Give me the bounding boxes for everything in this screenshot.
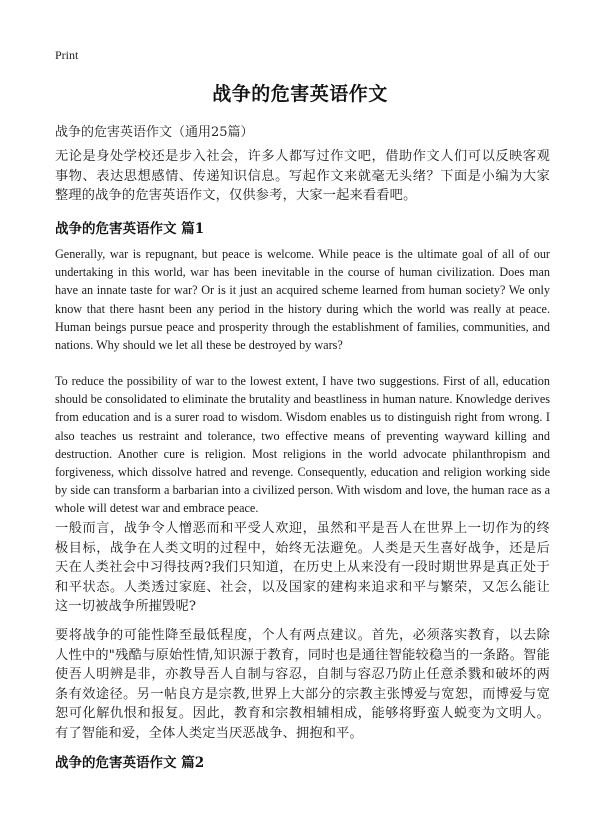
document-title: 战争的危害英语作文 xyxy=(212,83,388,105)
section2-heading: 战争的危害英语作文 篇2 xyxy=(55,755,205,771)
chinese-paragraph-1: 一般而言，战争令人憎恶而和平受人欢迎，虽然和平是吾人在世界上一切作为的终极目标，战争在人类文明的过程中，始终无法避免。人类是天生喜好战争，还是后天在人类社会中习得技两?我们只知道，在历史上从来没有一段时期世界是真正处于和平状态。人类透过家庭、社会，以及国家的建构来追求和平与繁荣，又怎么能让这一切被战争所摧毁呢? xyxy=(55,521,550,614)
chinese-paragraph-2: 要将战争的可能性降至最低程度，个人有两点建议。首先，必须落实教育，以去除人性中的"残酷与原始性情,知识源于教育，同时也是通往智能较稳当的一条路。智能使吾人明辨是非，亦教导吾人自制与容忍，自制与容忍乃防止任意杀戮和破坏的两条有效途径。另一帖良方是宗教,世界上大部分的宗教主张博爱与宽恕，而博爱与宽恕可化解仇恨和报复。因此，教育和宗教相辅相成，能够将野蛮人蜕变为文明人。有了智能和爱，全体人类定当厌恶战争、拥抱和平。 xyxy=(55,628,550,741)
english-paragraph-2: To reduce the possibility of war to the lowest extent, I have two suggestions. First of all, education should be consolidated to eliminate the brutality and beastliness in human nature. Knowledge derives from education and is a surer road to wisdom. Wisdom enables us to distinguish right from wrong. I also teaches us restraint and tolerance, two effective means of preventing wayward killing and destruction. Another cure is religion. Most religions in the world advocate philanthropism and forgiveness, which dissolve hatred and revenge. Consequently, education and religion working side by side can transform a barbarian into a civilized person. With wisdom and love, the human race as a whole will detest war and embrace peace. xyxy=(55,374,550,516)
intro-paragraph: 无论是身处学校还是步入社会，许多人都写过作文吧，借助作文人们可以反映客观事物、表达思想感情、传递知识信息。写起作文来就毫无头绪？下面是小编为大家整理的战争的危害英语作文，仅供参考，大家一起来看看吧。 xyxy=(55,149,550,203)
english-paragraph-1: Generally, war is repugnant, but peace is welcome. While peace is the ultimate goal of all of our undertaking in this world, war has been inevitable in the course of human civilization. Does man have an innate taste for war? Or is it just an acquired scheme learned from human society? We only know that there hasnt been any period in the history during which the world was really at peace. Human beings pursue peace and prosperity through the establishment of families, communities, and nations. Why should we let all these be destroyed by wars? xyxy=(55,247,550,353)
print-label: Print xyxy=(55,48,79,62)
document-subtitle: 战争的危害英语作文（通用25篇） xyxy=(55,125,254,140)
section1-heading: 战争的危害英语作文 篇1 xyxy=(55,221,205,237)
